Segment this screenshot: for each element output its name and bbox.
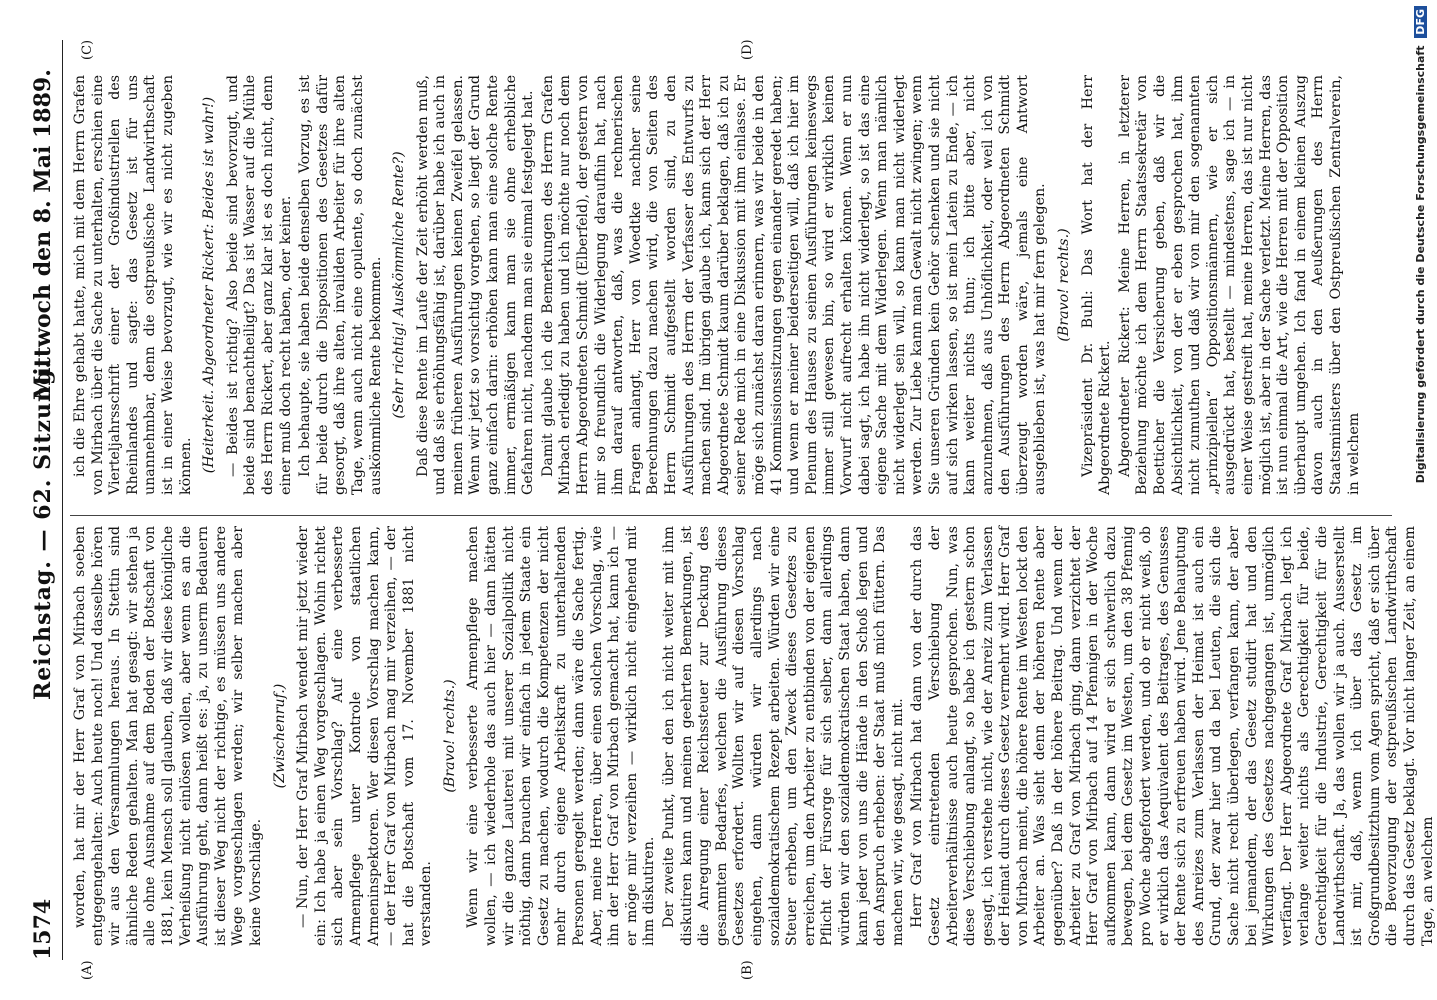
column-divider bbox=[70, 515, 1392, 516]
interjection: (Bravo! rechts.) bbox=[441, 679, 458, 793]
speaker-paragraph: Abgeordneter Rickert: Meine Herren, in letzterer Beziehung möchte ich dem Herrn Staatssekretär von Boetticher die Versicherung geben, daß wir die Absichtlichkeit, von der er eben gesprochen hat, ihm nicht zumuthen und daß wir von mir den sogenannten „prinzipiellen“ Oppositionsmännern, wie er sich ausgedrückt hat, bestellt — mindestens, sage ich — in einer Weise gestreift hat, meine Herren, das ist nur nicht möglich ist, aber in der Sache verletzt. Meine Herren, das ist nun einmal die Art, wie die Herren mit der Opposition überhaupt umgehen. Ich fand in einem kleinen Auszug davon auch in den Aeußerungen des Herrn Staatsministers über den Ostpreußischen Zentralverein, in welchem bbox=[1116, 75, 1362, 495]
dfg-footer bbox=[1414, 0, 1432, 1000]
speaker-paragraph: Vizepräsident Dr. Buhl: Das Wort hat der Herr Abgeordnete Rickert. bbox=[1079, 75, 1114, 495]
date-title: Mittwoch den 8. Mai 1889. bbox=[30, 69, 56, 400]
paragraph: Herr Graf von Mirbach hat dann von der durch das Gesetz eintretenden Verschiebung der Arbeiterverhältnisse auch heute gesprochen. Nun, was diese Verschiebung anlangt, so habe ich gestern schon gesagt, ich verstehe nicht, wie der Anreiz zum Verlassen der Heimat durch dieses Gesetz vermehrt wird. Herr Graf von Mirbach meint, die höhere Rente im Westen lockt den Arbeiter an. Was sieht denn der höheren Rente aber gegenüber? Daß in der höhere Beitrag. Und wenn der Arbeiter zu Graf von Mirbach ging, dann verzichtet der Herr Graf von Mirbach auf 14 Pfennigen in der Woche aufkommen kann, dann wird er sich schwerlich dazu bewegen, bei dem Gesetz im Westen, um den 38 Pfennig pro Woche abgefordert werden, und ob er nicht weiß, ob er wirklich das Aequivalent des Beitrages, des Genusses der Rente sich zu erfreuen haben wird. Jene Behauptung des Anreizes zum Verlassen der Heimat ist auch ein Grund, der zwar hier und da bei Leuten, die sich die Sache nicht recht überlegen, verfangen kann, der aber bei jemandem, der das Gesetz studirt hat und den Wirkungen des Gesetzes nachgegangen ist, unmöglich verfängt. Der Herr Abgeordnete Graf Mirbach legt ich verlange weiter nichts als Gerechtigkeit für beide, Gerechtigkeit für die Industrie, Gerechtigkeit für die Landwirthschaft. Ja, das wollen wir ja auch. Ausserstellt ist mir, daß, wenn ich über das Gesetz im Großgrundbesitzthum vom Agen spricht, daß er sich über die Bevorzugung der ostpreußischen Landwirthschaft durch das Gesetz beklagt. Vor nicht langer Zeit, an einem Tage, an welchem bbox=[909, 526, 1436, 946]
text-column-left bbox=[72, 526, 1436, 946]
paragraph: Daß diese Rente im Laufe der Zeit erhöht werden muß, und daß sie erhöhungsfähig ist, darüber habe ich auch in meinen früheren Ausführungen keinen Zweifel gelassen. Wenn wir jetzt so vorsichtig vorgehen, so liegt der Grund ganz einfach darin: erhöhen kann man eine solche Rente immer, ermäßigen kann man sie ohne erhebliche Gefahren nicht, nachdem man sie einmal festgelegt hat. bbox=[414, 75, 537, 495]
page-header bbox=[20, 60, 60, 960]
paragraph: — Nun, der Herr Graf Mirbach wendet mir jetzt wieder ein: Ich habe ja einen Weg vorgeschlagen. Wohin richtet sich aber sein Vorschlag? Auf eine verbesserte Armenpflege unter Kontrole von staatlichen Armeninspektoren. Wer diesen Vorschlag machen kann, — der Herr Graf von Mirbach mag mir verzeihen, — der hat die Botschaft vom 17. November 1881 nicht verstanden. bbox=[295, 526, 435, 946]
paragraph: Wenn wir eine verbesserte Armenpflege machen wollen, — ich wiederhole das auch hier — dann hätten wir die ganze Lauterei mit unserer Sozialpolitik nicht nöthig, dann brauchen wir einfach in jedem Staate ein Gesetz zu machen, wodurch die Kompetenzen der nicht mehr durch eigene Arbeitskraft zu unterhaltenden Personen geregelt werden; dann wäre die Sache fertig. Aber, meine Herren, über einen solchen Vorschlag, wie ihn der Herr Graf von Mirbach gemacht hat, kann ich — er möge mir verzeihen — wirklich nicht eingehend mit ihm diskutiren. bbox=[465, 526, 658, 946]
margin-mark-d: (D) bbox=[740, 39, 755, 60]
paragraph: Ich behaupte, sie haben beide denselben Vorzug, es ist für beide durch die Dispositionen des Gesetzes dafür gesorgt, daß ihre alten, invaliden Arbeiter für ihre alten Tage, wenn auch nicht eine opulente, so doch zunächst auskömmliche Rente bekommen. bbox=[297, 75, 384, 495]
dfg-footer-text: Digitalisierung gefördert durch die Deutsche Forschungsgemeinschaft bbox=[1414, 45, 1427, 484]
page-number: 1574 bbox=[30, 898, 56, 960]
paragraph: — Beides ist richtig? Also beide sind bevorzugt, und beide sind benachtheiligt? Das ist Wasser auf die Mühle des Herrn Rickert, aber ganz klar ist es doch nicht, denn einer muß doch recht haben, oder keiner. bbox=[224, 75, 294, 495]
paragraph: ich die Ehre gehabt hatte, mich mit dem Herrn Grafen von Mirbach über die Sache zu unterhalten, erschien eine Vierteljahrsschrift einer der Großindustriellen des Rheinlandes und sagte: das Gesetz ist für uns unannehmbar, denn die ostpreußische Landwirthschaft ist in einer Weise bevorzugt, wie wir es nicht zugeben können. bbox=[72, 75, 194, 495]
interjection: (Zwischenruf.) bbox=[271, 683, 288, 789]
interjection: (Heiterkeit. Abgeordneter Rickert: Beides ist wahr!) bbox=[201, 96, 218, 474]
interjection: (Sehr richtig! Auskömmliche Rente?) bbox=[391, 151, 408, 419]
margin-mark-c: (C) bbox=[80, 39, 95, 60]
paragraph: Damit glaube ich die Bemerkungen des Herrn Grafen Mirbach erledigt zu haben und ich möchte nur noch dem Herrn Abgeordneten Schmidt (Elberfeld), der gestern von mir so freundlich die Widerlegung daraufhin hat, nach ihm darauf antworten, daß, was die rechnerischen Fragen anlangt, Herr von Woedtke nachher seine Berechnungen dazu machen wird, die von Seiten des Herrn Schmidt aufgestellt worden sind, zu den Ausführungen des Herrn der Verfasser des Entwurfs zu machen sind. Im übrigen glaube ich, kann sich der Herr Abgeordnete Schmidt kaum darüber beklagen, daß ich zu seiner Rede mich in eine Diskussion mit ihm einlasse. Er möge sich zunächst daran erinnern, was wir beide in den 41 Kommissionssitzungen gegen einander geredet haben; und wenn er meiner beiderseitigen will, daß ich hier im Plenum des Hauses zu seinen Ausführungen keineswegs immer still gewesen bin, so wird er wirklich keinen Vorwurf nicht aufrecht erhalten können. Wenn er nun dabei sagt, ich habe ihn nicht widerlegt, so ist das eine eigene Sache mit dem Widerlegen. Wenn man nämlich nicht widerlegt sein will, so kann man nicht widerlegt werden. Zur Liebe kann man Gewalt nicht zwingen; wenn Sie unseren Gründen kein Gehör schenken und sie nicht auf sich wirken lassen, so ist mein Latein zu Ende, — ich kann weiter nichts thun; ich bitte aber, nicht anzunehmen, daß aus Unhöflichkeit, oder weil ich von den Ausführungen des Herrn Abgeordneten Schmidt überzeugt worden wäre, jemals eine Antwort ausgeblieben ist, was hat mir fern gelegen. bbox=[539, 75, 1049, 495]
interjection: (Bravo! rechts.) bbox=[1056, 228, 1073, 342]
paragraph: worden, hat mir der Herr Graf von Mirbach soeben entgegengehalten: Auch heute noch! Und dasselbe hören wir aus den Versammlungen heraus. In Stettin sind ähnliche Reden gehalten. Man hat gesagt: wir stehen ja alle ohne Ausnahme auf dem Boden der Botschaft von 1881, kein Mensch soll glauben, daß wir diese königliche Verheißung nicht einlösen wollen, aber wenn es an die Ausführung geht, dann heißt es: ja, zu unserm Bedauern ist dieser Weg nicht der richtige, es müssen uns andere Wege vorgeschlagen werden; wir selber machen aber keine Vorschläge. bbox=[72, 526, 264, 946]
margin-mark-b: (B) bbox=[740, 960, 755, 980]
text-column-right bbox=[72, 75, 1392, 495]
header-rule bbox=[62, 40, 63, 960]
margin-mark-a: (A) bbox=[80, 960, 95, 980]
dfg-logo: DFG bbox=[1414, 6, 1427, 38]
session-title: Reichstag. — 62. Sitzung. bbox=[30, 359, 56, 700]
paragraph: Der zweite Punkt, über den ich nicht weiter mit ihm diskutiren kann und meinen geehrten Bemerkungen, ist die Anregung einer Reichssteuer zur Deckung des gesammten Bedarfes, welchen die Ausführung dieses Gesetzes erfordert. Wollten wir auf diesen Vorschlag eingehen, dann würden wir allerdings nach sozialdemokratischem Rezept arbeiten. Würden wir eine Steuer erheben, um den Zweck dieses Gesetzes zu erreichen, um den Arbeiter zu entbinden von der eigenen Pflicht der Fürsorge für sich selber, dann allerdings würden wir den sozialdemokratischen Staat haben, dann kann jeder von uns die Hände in den Schoß legen und den Anspruch erheben: der Staat muß mich füttern. Das machen wir, wie gesagt, nicht mit. bbox=[661, 526, 906, 946]
